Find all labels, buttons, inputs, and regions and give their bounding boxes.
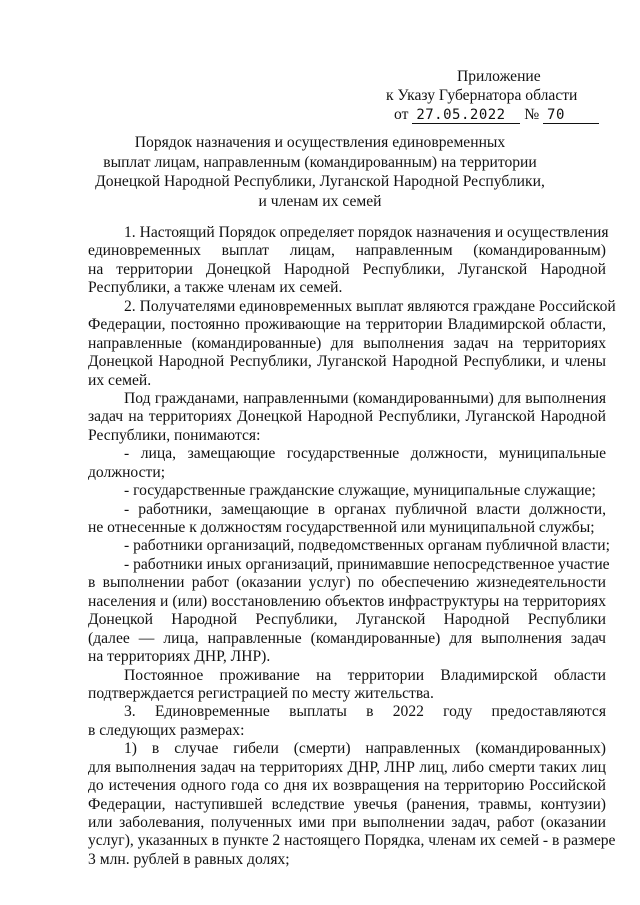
title-line: и членам их семей bbox=[258, 192, 382, 210]
body-line: 1) в случае гибели (смерти) направленных (командированных) bbox=[124, 740, 606, 758]
title-line: Донецкой Народной Республики, Луганской Народной Республики, bbox=[95, 173, 545, 190]
body-line: должности; bbox=[88, 463, 166, 481]
body-line: 3 млн. рублей в равных долях; bbox=[88, 850, 290, 868]
body-line: (далее — лица, направленные (командированные) для выполнения задач bbox=[88, 629, 606, 647]
number-sign: № bbox=[524, 106, 540, 123]
body-line: Под гражданами, направленными (командированными) для выполнения bbox=[124, 389, 606, 407]
date-prefix: от bbox=[394, 106, 409, 123]
appendix-decree-reference: к Указу Губернатора области bbox=[386, 87, 578, 104]
body-line: до истечения одного года со дня их возвращения на территорию Российской bbox=[88, 777, 606, 795]
body-line: или заболевания, полученных ими при выполнении задач, работ (оказании bbox=[88, 814, 606, 831]
decree-date: 27.05.2022 bbox=[412, 108, 520, 124]
body-line: единовременных выплат лицам, направленным (командированным) bbox=[88, 242, 606, 260]
body-line: на территории Донецкой Народной Республики, Луганской Народной bbox=[88, 260, 606, 278]
document-title bbox=[90, 133, 550, 211]
body-line: Республики, понимаются: bbox=[88, 426, 261, 444]
body-line: подтверждается регистрацией по месту жительства. bbox=[88, 684, 434, 702]
body-line: Донецкой Народной Республики, Луганской Народной Республики bbox=[88, 611, 606, 629]
body-line: - работники организаций, подведомственных органам публичной власти; bbox=[124, 537, 610, 555]
body-line: задач на территориях Донецкой Народной Республики, Луганской Народной bbox=[88, 408, 606, 426]
body-line: Донецкой Народной Республики, Луганской Народной Республики, и члены bbox=[88, 353, 606, 371]
body-line: для выполнения задач на территориях ДНР, ЛНР лиц, либо смерти таких лиц bbox=[88, 758, 606, 776]
body-line: населения и (или) восстановлению объектов инфраструктуры на территориях bbox=[88, 592, 606, 610]
body-line: Федерации, наступившей вследствие увечья (ранения, травмы, контузии) bbox=[88, 795, 606, 813]
body-line: Республики, а также членам их семей. bbox=[88, 279, 343, 297]
body-line: - работники, замещающие в органах публичной власти должности, bbox=[124, 500, 606, 518]
body-line: на территориях ДНР, ЛНР). bbox=[88, 648, 271, 666]
body-line: 3. Единовременные выплаты в 2022 году предоставляются bbox=[124, 703, 606, 721]
title-line: Порядок назначения и осуществления единовременных bbox=[134, 134, 506, 151]
decree-number: 70 bbox=[543, 108, 599, 124]
body-line: 2. Получателями единовременных выплат являются граждане Российской bbox=[124, 297, 616, 315]
body-line: 1. Настоящий Порядок определяет порядок назначения и осуществления bbox=[124, 224, 609, 241]
appendix-label: Приложение bbox=[457, 68, 541, 85]
title-line: выплат лицам, направленным (командированным) на территории bbox=[103, 153, 537, 171]
body-line: не отнесенные к должностям государственной или муниципальной службы; bbox=[88, 519, 595, 536]
body-line: - работники иных организаций, принимавшие непосредственное участие bbox=[124, 555, 610, 573]
body-line: Постоянное проживание на территории Владимирской области bbox=[124, 666, 606, 684]
appendix-date-number-line bbox=[394, 105, 599, 125]
body-line: услуг), указанных в пункте 2 настоящего Порядка, членам их семей - в размере bbox=[88, 832, 616, 850]
document-body bbox=[88, 224, 616, 869]
body-line: их семей. bbox=[88, 371, 152, 389]
body-line: направленные (командированные) для выполнения задач на территориях bbox=[88, 334, 606, 352]
body-line: в следующих размерах: bbox=[88, 721, 245, 739]
body-line: - лица, замещающие государственные должности, муниципальные bbox=[124, 445, 606, 463]
body-line: в выполнении работ (оказании услуг) по обеспечению жизнедеятельности bbox=[88, 574, 606, 592]
body-line: Федерации, постоянно проживающие на территории Владимирской области, bbox=[88, 316, 606, 334]
body-line: - государственные гражданские служащие, муниципальные служащие; bbox=[124, 482, 596, 500]
